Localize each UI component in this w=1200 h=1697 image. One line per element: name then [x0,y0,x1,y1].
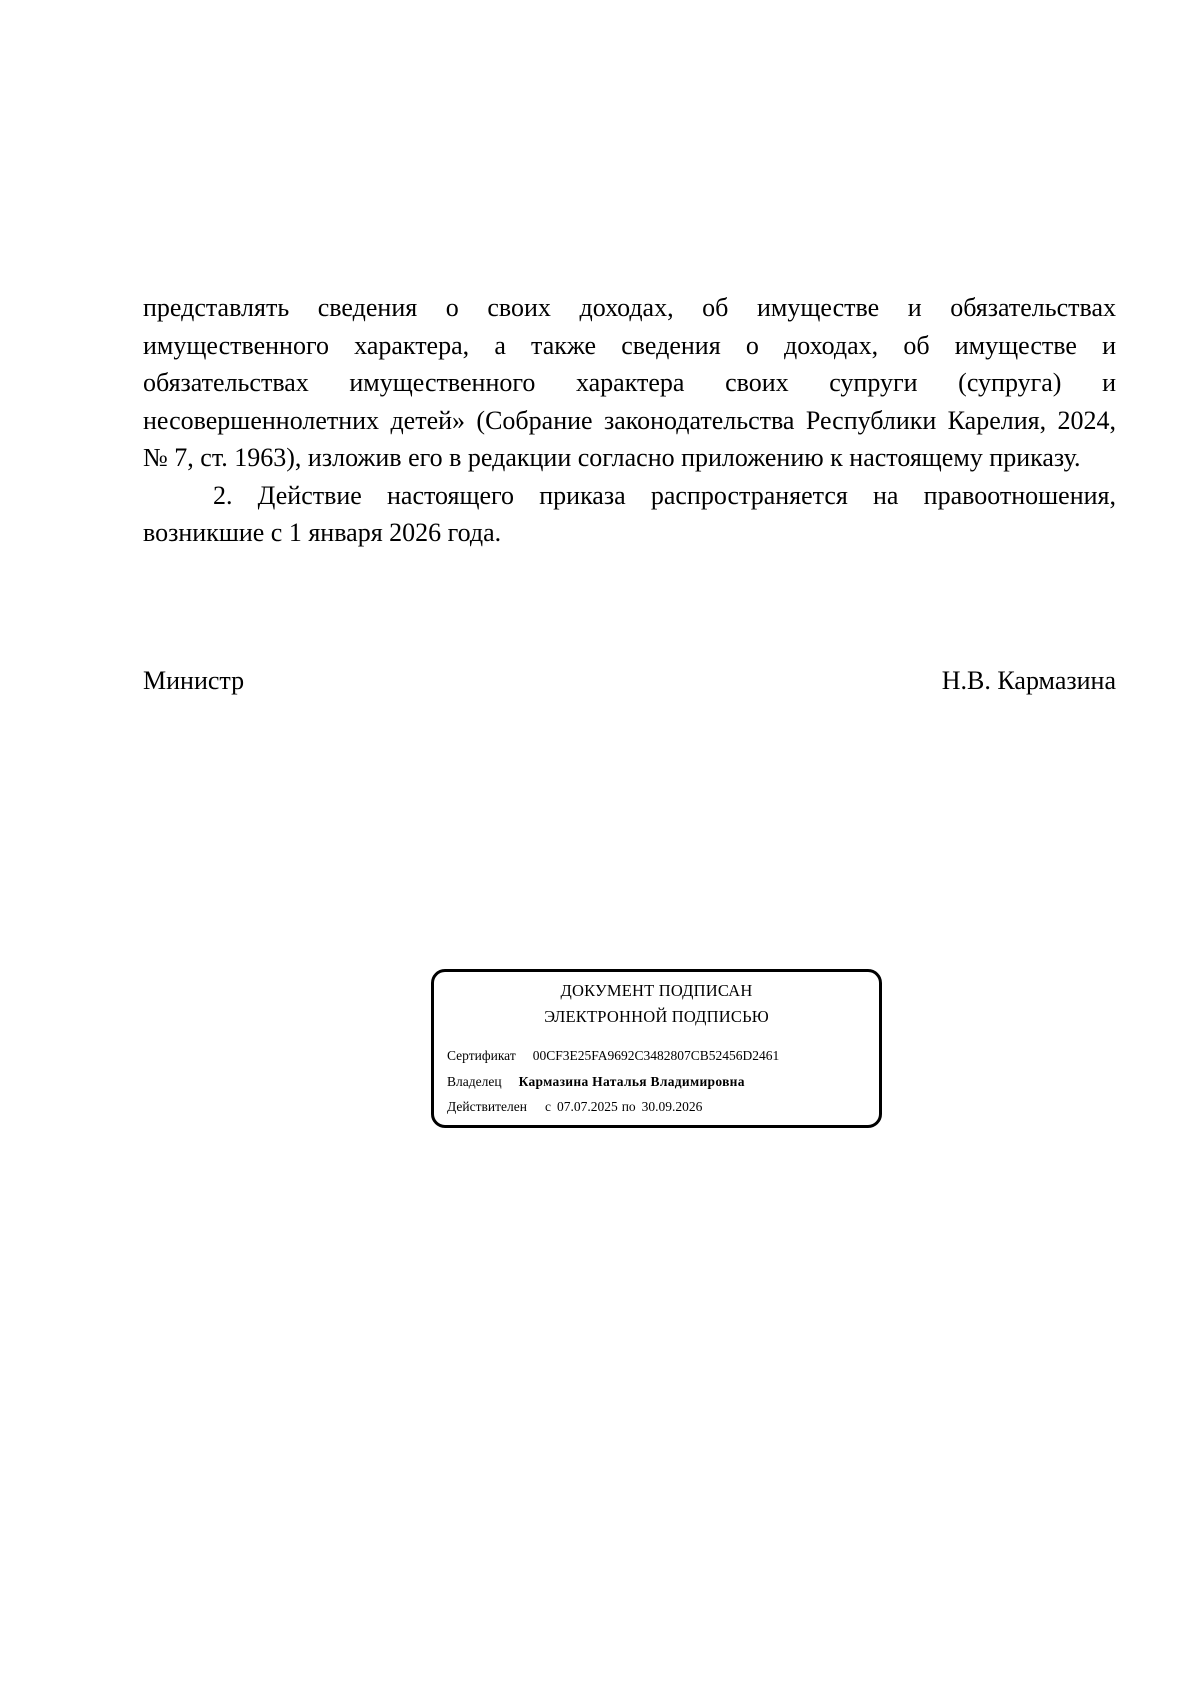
validity-label: Действителен [447,1099,527,1114]
certificate-label: Сертификат [447,1048,516,1063]
validity-from-word: с [544,1099,551,1114]
stamp-title-line-2: ЭЛЕКТРОННОЙ ПОДПИСЬЮ [544,1007,769,1026]
validity-to-word: по [621,1099,636,1114]
certificate-value: 00CF3E25FA9692C3482807CB52456D2461 [532,1048,780,1063]
validity-from-date: 07.07.2025 [556,1099,618,1114]
validity-to-date: 30.09.2026 [641,1099,703,1114]
owner-label: Владелец [447,1074,502,1089]
paragraph-continuation: представлять сведения о своих доходах, об имуществе и обязательствах имущественного характера, а также сведения о доходах, об имуществе и обязательствах имущественного характера своих супруги (супруга) и несовершеннолетних детей» (Собрание законодательства Республики Карелия, 2024, № 7, ст. 1963), изложив его в редакции согласно приложению к настоящему приказу. [143,293,1116,472]
stamp-validity-row [447,1099,702,1115]
signatory-name: Н.В. Кармазина [941,666,1116,695]
stamp-title-line-1: ДОКУМЕНТ ПОДПИСАН [560,981,753,1000]
stamp-certificate-row [447,1048,779,1064]
electronic-signature-stamp [431,969,882,1128]
document-body [143,289,1116,552]
stamp-owner-row [447,1074,745,1090]
owner-value: Кармазина Наталья Владимировна [518,1074,745,1089]
signatory-position: Министр [143,666,245,695]
paragraph-item-2: 2. Действие настоящего приказа распространяется на правоотношения, возникшие с 1 января 2026 года. [143,480,1116,547]
signature-block [143,662,1116,700]
